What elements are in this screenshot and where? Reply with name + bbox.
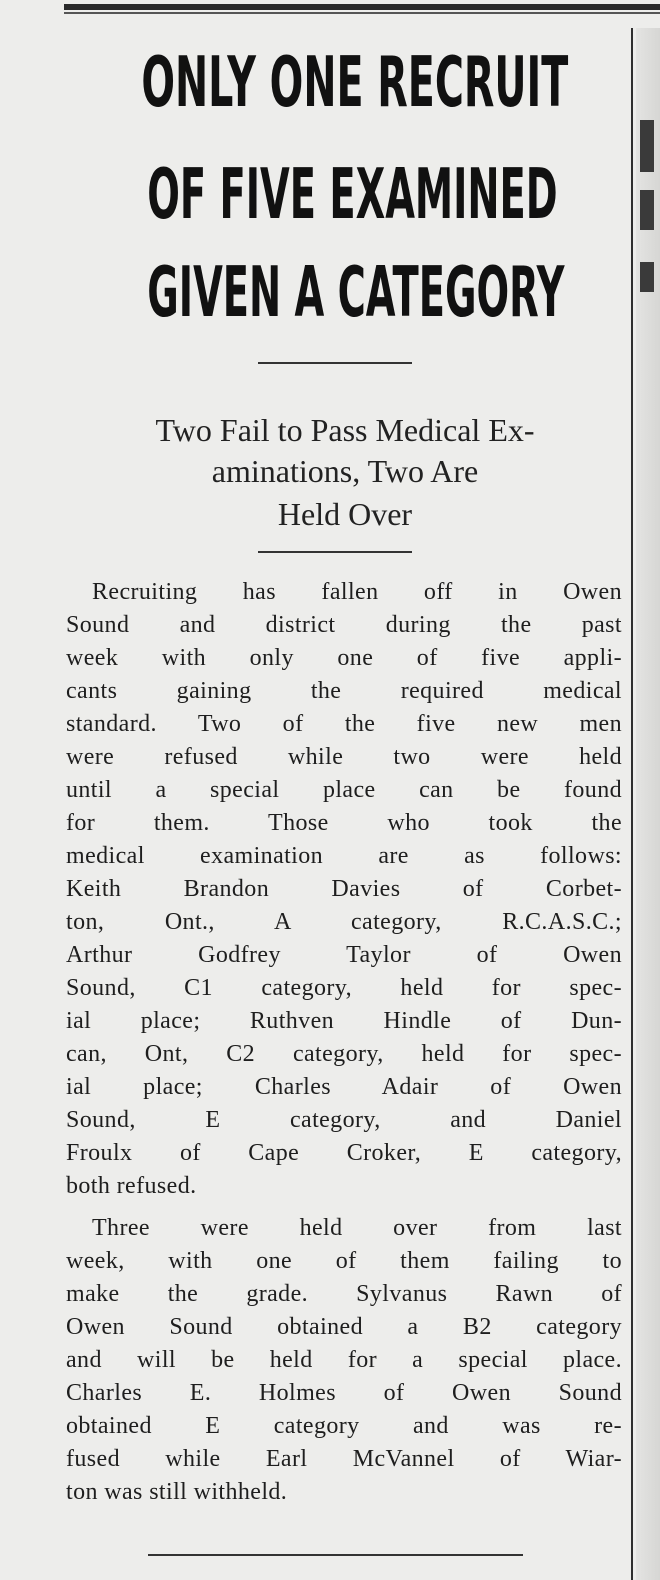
body-line: Keith Brandon Davies of Corbet-	[66, 876, 622, 902]
adjacent-column-mark	[640, 190, 654, 230]
body-line: can, Ont, C2 category, held for spec-	[66, 1041, 622, 1067]
headline-line-2: OF FIVE EXAMINED	[147, 154, 558, 236]
body-line: until a special place can be found	[66, 777, 622, 803]
body-line: ial place; Ruthven Hindle of Dun-	[66, 1008, 622, 1034]
body-line: Recruiting has fallen off in Owen	[92, 579, 622, 605]
body-line: standard. Two of the five new men	[66, 711, 622, 737]
body-line: week with only one of five appli-	[66, 645, 622, 671]
top-rule-thin	[64, 12, 660, 14]
body-line: Three were held over from last	[92, 1215, 622, 1241]
top-rule	[64, 4, 660, 10]
subhead-separator	[258, 551, 412, 553]
body-line: both refused.	[66, 1173, 197, 1199]
body-line: Sound, E category, and Daniel	[66, 1107, 622, 1133]
body-line: obtained E category and was re-	[66, 1413, 622, 1439]
headline-line-1: ONLY ONE RECRUIT	[141, 42, 569, 124]
subhead-line-1: Two Fail to Pass Medical Ex-	[155, 412, 535, 448]
adjacent-column-mark	[640, 120, 654, 172]
body-line: medical examination are as follows:	[66, 843, 622, 869]
subhead-line-2: aminations, Two Are	[211, 453, 479, 489]
adjacent-column-edge	[636, 28, 660, 1580]
body-line: Sound, C1 category, held for spec-	[66, 975, 622, 1001]
subhead-line-3: Held Over	[277, 496, 413, 532]
body-line: week, with one of them failing to	[66, 1248, 622, 1274]
adjacent-column-mark	[640, 262, 654, 292]
body-line: ton was still withheld.	[66, 1479, 288, 1505]
body-line: were refused while two were held	[66, 744, 622, 770]
end-rule	[148, 1554, 523, 1556]
body-line: ton, Ont., A category, R.C.A.S.C.;	[66, 909, 622, 935]
body-line: Froulx of Cape Croker, E category,	[66, 1140, 622, 1166]
body-line: Owen Sound obtained a B2 category	[66, 1314, 622, 1340]
body-line: cants gaining the required medical	[66, 678, 622, 704]
body-line: ial place; Charles Adair of Owen	[66, 1074, 622, 1100]
body-line: Arthur Godfrey Taylor of Owen	[66, 942, 622, 968]
body-line: for them. Those who took the	[66, 810, 622, 836]
headline-line-3: GIVEN A CATEGORY	[147, 252, 565, 334]
body-line: Charles E. Holmes of Owen Sound	[66, 1380, 622, 1406]
column-rule	[631, 28, 633, 1580]
headline-separator	[258, 362, 412, 364]
body-line: make the grade. Sylvanus Rawn of	[66, 1281, 622, 1307]
body-line: fused while Earl McVannel of Wiar-	[66, 1446, 622, 1472]
body-line: and will be held for a special place.	[66, 1347, 622, 1373]
body-line: Sound and district during the past	[66, 612, 622, 638]
